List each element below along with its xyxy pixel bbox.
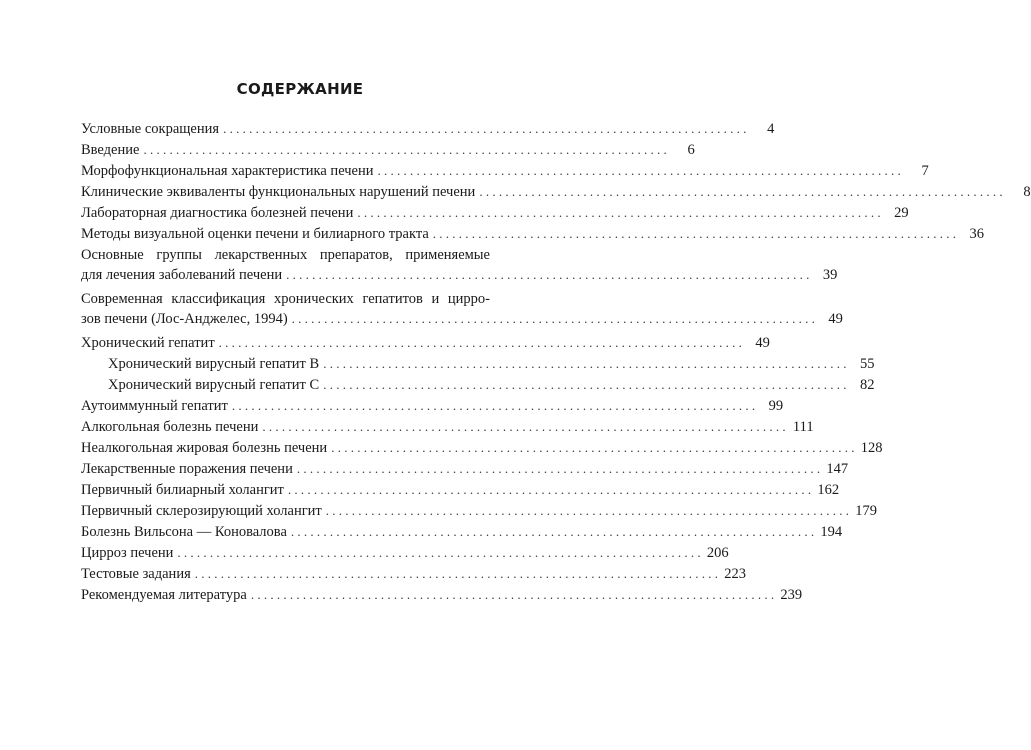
page-title: СОДЕРЖАНИЕ: [236, 80, 364, 98]
toc-entry-label: Болезнь Вильсона — Коновалова: [81, 524, 287, 540]
dot-leader: [195, 563, 718, 584]
toc-entry: [81, 244, 838, 288]
dot-leader: [291, 521, 814, 542]
dot-leader: [232, 395, 755, 416]
toc-entry: [81, 118, 775, 139]
toc-entry-line2: [81, 309, 843, 329]
dot-leader: [251, 584, 774, 605]
toc-entry-label: Хронический вирусный гепатит C: [108, 377, 320, 393]
dot-leader: [177, 542, 700, 563]
toc-entry-label: Тестовые задания: [81, 566, 191, 582]
toc-entry-page: 82: [859, 377, 875, 393]
toc-entry-label: Первичный билиарный холангит: [81, 482, 284, 498]
toc-entry-page: 99: [768, 398, 784, 414]
toc-entry-page: 39: [822, 267, 838, 283]
toc-entry-page: 162: [817, 482, 840, 498]
dot-leader: [262, 416, 785, 437]
toc-entry-label: Аутоиммунный гепатит: [81, 398, 228, 414]
dot-leader: [288, 479, 811, 500]
toc-entry-page: 6: [687, 142, 695, 158]
toc-entry-page: 223: [724, 566, 746, 582]
toc-entry-label: Клинические эквиваленты функциональных нарушений печени: [81, 184, 476, 200]
dot-leader: [433, 223, 956, 244]
toc-entry-line2: [81, 265, 838, 285]
toc-entry-label: Первичный склерозирующий холангит: [81, 503, 322, 519]
dot-leader: [479, 181, 1002, 202]
toc-entry-label: Лекарственные поражения печени: [81, 461, 293, 477]
toc-entry-label: Цирроз печени: [81, 545, 174, 561]
dot-leader: [378, 160, 901, 181]
toc-entry-label-line2: зов печени (Лос-Анджелес, 1994): [81, 311, 288, 327]
toc-entry-label: Хронический гепатит: [81, 335, 215, 351]
toc-entry: [81, 288, 843, 332]
dot-leader: [292, 309, 815, 328]
toc-subentry: [81, 353, 875, 374]
dot-leader: [219, 332, 742, 353]
toc-entry-label: Введение: [81, 142, 140, 158]
toc-entry: [81, 563, 746, 584]
toc-entry: [81, 139, 695, 160]
dot-leader: [223, 118, 746, 139]
toc-subentry: [81, 374, 875, 395]
toc-entry-label: Алкогольная болезнь печени: [81, 419, 259, 435]
toc-entry: [81, 584, 803, 605]
toc-entry-page: 179: [855, 503, 878, 519]
toc-entry: [81, 437, 883, 458]
toc-entry: [81, 521, 843, 542]
dot-leader: [286, 265, 809, 284]
dot-leader: [297, 458, 820, 479]
toc-entry-page: 36: [969, 226, 985, 242]
toc-entry-page: 194: [820, 524, 843, 540]
toc-entry-label: Морфофункциональная характеристика печени: [81, 163, 374, 179]
toc-entry-label: Рекомендуемая литература: [81, 587, 247, 603]
toc-entry-page: 4: [767, 121, 775, 137]
toc-entry: [81, 458, 849, 479]
toc-entry-page: 239: [780, 587, 803, 603]
toc-entry: [81, 416, 814, 437]
toc-entry-label: Лабораторная диагностика болезней печени: [81, 205, 354, 221]
dot-leader: [357, 202, 880, 223]
toc-entry-page: 128: [860, 440, 883, 456]
toc-entry: [81, 542, 729, 563]
toc-entry: [81, 500, 878, 521]
dot-leader: [326, 500, 849, 521]
dot-leader: [331, 437, 854, 458]
toc-entry-label-line2: для лечения заболеваний печени: [81, 267, 283, 283]
toc-entry-label-line1: Основные группы лекарственных препаратов, применяемые: [81, 247, 490, 263]
toc-entry-page: 49: [755, 335, 770, 351]
toc-entry: [81, 332, 770, 353]
dot-leader: [323, 353, 846, 374]
toc-entry-page: 49: [828, 311, 843, 327]
dot-leader: [323, 374, 846, 395]
toc-entry-page: 29: [894, 205, 909, 221]
toc-entry-page: 206: [706, 545, 729, 561]
toc-entry-label: Неалкогольная жировая болезнь печени: [81, 440, 328, 456]
dot-leader: [143, 139, 666, 160]
toc-entry: [81, 181, 1031, 202]
toc-entry: [81, 160, 929, 181]
toc-entry: [81, 479, 840, 500]
toc-entry: [81, 202, 909, 223]
toc-entry-page: 55: [859, 356, 875, 372]
table-of-contents: [81, 118, 1031, 605]
toc-entry: [81, 395, 784, 416]
toc-entry-page: 8: [1023, 184, 1031, 200]
toc-entry-page: 147: [826, 461, 849, 477]
toc-entry-label: Условные сокращения: [81, 121, 220, 137]
toc-entry-page: 7: [921, 163, 929, 179]
toc-entry-label-line1: Современная классификация хронических гепатитов и цирро-: [81, 291, 490, 307]
toc-entry: [81, 223, 985, 244]
toc-entry-label: Методы визуальной оценки печени и билиарного тракта: [81, 226, 429, 242]
toc-entry-label: Хронический вирусный гепатит B: [108, 356, 320, 372]
toc-entry-page: 111: [792, 419, 814, 435]
